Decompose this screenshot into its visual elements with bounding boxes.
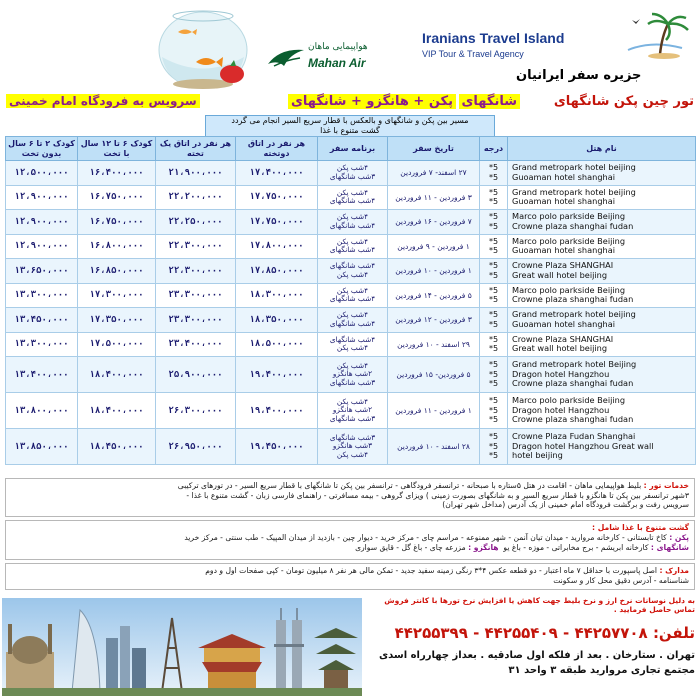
cell-hotel bbox=[508, 308, 696, 333]
cell-program-line: ۳شب شانگهای bbox=[329, 377, 376, 387]
cell-hotel-line: Crowne plaza shanghai fudan bbox=[512, 294, 634, 305]
cell-stars-line: 5* bbox=[488, 415, 499, 425]
cell-program-line: ۴شب پکن bbox=[336, 343, 369, 353]
cell-program-line: ۴شب پکن bbox=[336, 187, 369, 197]
cell-price-child-nobed: ۱۳،۸۵۰،۰۰۰ bbox=[6, 429, 78, 465]
cell-stars-line: 5* bbox=[488, 396, 499, 406]
cell-price-double: ۱۷،۸۵۰،۰۰۰ bbox=[236, 259, 318, 284]
table-row bbox=[6, 185, 696, 210]
cell-stars-line: 5* bbox=[488, 261, 499, 271]
cell-hotel bbox=[508, 161, 696, 186]
address bbox=[379, 648, 695, 678]
table-row bbox=[6, 210, 696, 235]
table-row bbox=[6, 283, 696, 308]
header-program: برنامه سفر bbox=[318, 137, 388, 161]
table-row bbox=[6, 308, 696, 333]
tour-route: پکن شانگهای bbox=[553, 94, 639, 109]
cell-price-child-nobed: ۱۳،۴۰۰،۰۰۰ bbox=[6, 357, 78, 393]
cell-program-line: ۴شب شانگهای bbox=[329, 334, 376, 344]
cell-price-double: ۱۷،۷۵۰،۰۰۰ bbox=[236, 210, 318, 235]
cell-price-child-nobed: ۱۲،۵۰۰،۰۰۰ bbox=[6, 161, 78, 186]
cell-price-child-nobed: ۱۳،۴۵۰،۰۰۰ bbox=[6, 308, 78, 333]
cell-program-line: ۴شب پکن bbox=[336, 396, 369, 406]
table-row bbox=[6, 332, 696, 357]
table-body bbox=[6, 161, 696, 465]
cell-stars bbox=[480, 357, 508, 393]
cell-stars bbox=[480, 210, 508, 235]
cell-price-child-bed: ۱۶،۷۵۰،۰۰۰ bbox=[78, 185, 156, 210]
cell-price-double: ۱۹،۴۵۰،۰۰۰ bbox=[236, 429, 318, 465]
cell-stars-line: 5* bbox=[488, 295, 499, 305]
cell-stars bbox=[480, 161, 508, 186]
cell-hotel-line: Marco polo parkside Beijing bbox=[512, 284, 626, 295]
agency-logo bbox=[412, 16, 692, 76]
cell-program-line: ۴شب پکن bbox=[336, 269, 369, 279]
cell-stars-line: 5* bbox=[488, 270, 499, 280]
cell-hotel-line: Crowne plaza shanghai fudan bbox=[512, 220, 634, 231]
fishbowl-illustration bbox=[148, 2, 258, 92]
cell-stars-line: 5* bbox=[488, 285, 499, 295]
cell-program-line: ۴شب پکن bbox=[336, 360, 369, 370]
cell-stars bbox=[480, 393, 508, 429]
tour-meal-info: گشت متنوع با غذا bbox=[320, 126, 380, 135]
beijing-text: کاخ تابستانی - کارخانه مروارید - میدان تیان آنمن - شهر ممنوعه - مراسم چای - مرکز خرید - دیوار چین - بازدید از میدان المپیک - طب سنتی - مرکز خرید bbox=[184, 533, 667, 542]
cell-price-double: ۱۷،۸۰۰،۰۰۰ bbox=[236, 234, 318, 259]
cell-price-single: ۲۳،۳۰۰،۰۰۰ bbox=[156, 283, 236, 308]
cell-date: ۲۹ اسفند - ۱۰ فروردین bbox=[388, 332, 480, 357]
cell-hotel-line: Grand metropark hotel beijing bbox=[512, 309, 636, 320]
cell-program bbox=[318, 210, 388, 235]
cell-price-single: ۲۵،۹۰۰،۰۰۰ bbox=[156, 357, 236, 393]
services-label: خدمات تور : bbox=[643, 481, 689, 490]
cell-program bbox=[318, 357, 388, 393]
hangzhou-text: مزرعه چای - باغ گل - قایق سواری bbox=[355, 543, 466, 552]
cell-stars-line: 5* bbox=[488, 432, 499, 442]
price-change-note: به دلیل نوسانات نرخ ارز و نرخ بلیط جهت کاهش یا افزایش نرخ تورها با کانتر فروش تماس حاصل فرمایید . bbox=[384, 596, 695, 614]
cell-price-child-bed: ۱۶،۸۰۰،۰۰۰ bbox=[78, 234, 156, 259]
cell-price-child-bed: ۱۷،۳۰۰،۰۰۰ bbox=[78, 283, 156, 308]
shanghai-text: کارخانه ابریشم - برج مخابراتی - موزه - باغ یو bbox=[503, 543, 649, 552]
cell-price-single: ۲۶،۳۰۰،۰۰۰ bbox=[156, 393, 236, 429]
services-line-2: ۳شهر ترانسفر بین پکن تا هانگزو با قطار سریع السیر و به شانگهای بصورت زمینی ) ویزای گروهی - بیمه مسافرتی - راهنمای فارسی زبان - گشت متنوع با غذا - bbox=[186, 490, 689, 500]
cell-price-child-bed: ۱۸،۴۵۰،۰۰۰ bbox=[78, 429, 156, 465]
sightseeing-label: گشت متنوع با غذا شامل : bbox=[592, 523, 689, 532]
cell-program-line: ۴شب پکن bbox=[336, 285, 369, 295]
cell-stars-line: 5* bbox=[488, 344, 499, 354]
documents-text-1: اصل پاسپورت با حداقل ۷ ماه اعتبار - دو قطعه عکس ۴*۳ رنگی زمینه سفید جدید - تمکن مالی هر نفر ۸ میلیون تومان - کپی صفحات اول و دوم bbox=[205, 566, 658, 575]
cell-price-double: ۱۹،۴۰۰،۰۰۰ bbox=[236, 393, 318, 429]
cell-stars bbox=[480, 429, 508, 465]
cell-date: ۷ فروردین - ۱۶ فروردین bbox=[388, 210, 480, 235]
cell-hotel-line: Marco polo parkside Beijing bbox=[512, 211, 626, 222]
cell-stars-line: 5* bbox=[488, 236, 499, 246]
cell-stars bbox=[480, 185, 508, 210]
cell-program-line: ۴شب شانگهای bbox=[329, 294, 376, 304]
cell-stars-line: 5* bbox=[488, 441, 499, 451]
cell-program-line: ۳شب شانگهای bbox=[329, 432, 376, 442]
cell-price-child-nobed: ۱۳،۳۰۰،۰۰۰ bbox=[6, 283, 78, 308]
tour-services bbox=[5, 478, 695, 517]
header-child-nobed: کودک ۲ تا ۶ سال بدون تخت bbox=[6, 137, 78, 161]
address-line-2: مجتمع تجاری مروارید طبقه ۳ واحد ۳۱ bbox=[508, 665, 695, 676]
airport-service-banner: سرویس به فرودگاه امام خمینی bbox=[6, 94, 200, 108]
tour-dest-shanghai: شانگهای bbox=[459, 94, 521, 109]
cell-date: ۵ فروردین - ۱۴ فروردین bbox=[388, 283, 480, 308]
mahan-air-bird-icon bbox=[266, 44, 306, 70]
cell-date: ۵ فروردین- ۱۵ فروردین bbox=[388, 357, 480, 393]
cell-program bbox=[318, 185, 388, 210]
cell-program-line: ۲شب هانگزو bbox=[332, 369, 373, 379]
table-row bbox=[6, 393, 696, 429]
cell-price-child-nobed: ۱۳،۳۰۰،۰۰۰ bbox=[6, 332, 78, 357]
header-date: تاریخ سفر bbox=[388, 137, 480, 161]
agency-name: Iranians Travel Island bbox=[422, 30, 565, 46]
tour-title-bar bbox=[6, 94, 696, 112]
cell-stars-line: 5* bbox=[488, 310, 499, 320]
cell-price-single: ۲۲،۳۰۰،۰۰۰ bbox=[156, 234, 236, 259]
cell-hotel-line: Marco polo parkside Beijing bbox=[512, 395, 626, 406]
cell-date: ۲۷ اسفند- ۷ فروردین bbox=[388, 161, 480, 186]
cell-stars bbox=[480, 259, 508, 284]
cell-stars-line: 5* bbox=[488, 369, 499, 379]
table-row bbox=[6, 259, 696, 284]
cell-hotel-line: Grand metropark hotel beijing bbox=[512, 186, 636, 197]
agency-tagline: VIP Tour & Travel Agency bbox=[422, 49, 524, 59]
cell-price-child-bed: ۱۶،۷۵۰،۰۰۰ bbox=[78, 210, 156, 235]
cell-price-child-nobed: ۱۲،۹۰۰،۰۰۰ bbox=[6, 210, 78, 235]
table-row bbox=[6, 234, 696, 259]
documents-line-2: شناسنامه - آدرس دقیق محل کار و سکونت bbox=[553, 576, 689, 585]
agency-name-fa: جزیره سفر ایرانیان bbox=[516, 68, 642, 83]
cell-hotel-line: Great wall hotel beijing bbox=[512, 343, 608, 354]
phone-label: تلفن: bbox=[652, 624, 695, 642]
cell-price-child-bed: ۱۷،۵۰۰،۰۰۰ bbox=[78, 332, 156, 357]
cell-program bbox=[318, 393, 388, 429]
cell-price-child-nobed: ۱۲،۹۰۰،۰۰۰ bbox=[6, 234, 78, 259]
cell-price-double: ۱۹،۴۰۰،۰۰۰ bbox=[236, 357, 318, 393]
documents-line-1 bbox=[11, 566, 689, 576]
services-text-1: بلیط هواپیمایی ماهان - اقامت در هتل ۵ستاره با صبحانه - ترانسفر فرودگاهی - ترانسفر بین پکن تا شانگهای با قطار سریع السیر - در تورهای ترکیبی bbox=[177, 481, 642, 490]
sightseeing-section bbox=[5, 520, 695, 560]
cell-date: ۳ فروردین - ۱۲ فروردین bbox=[388, 308, 480, 333]
header-single: هر نفر در اتاق یک تخته bbox=[156, 137, 236, 161]
cell-price-single: ۲۲،۲۵۰،۰۰۰ bbox=[156, 210, 236, 235]
cell-price-single: ۲۲،۲۰۰،۰۰۰ bbox=[156, 185, 236, 210]
cell-program-line: ۳شب شانگهای bbox=[329, 171, 376, 181]
price-table bbox=[5, 136, 696, 465]
cell-price-child-nobed: ۱۳،۸۰۰،۰۰۰ bbox=[6, 393, 78, 429]
cell-stars-line: 5* bbox=[488, 212, 499, 222]
tour-dest-combined: پکن + هانگزو + شانگهای bbox=[288, 94, 456, 109]
cell-stars-line: 5* bbox=[488, 451, 499, 461]
cell-price-child-bed: ۱۶،۴۰۰،۰۰۰ bbox=[78, 161, 156, 186]
cell-date: ۱ فروردین - ۹ فروردین bbox=[388, 234, 480, 259]
cell-stars-line: 5* bbox=[488, 163, 499, 173]
cell-hotel bbox=[508, 259, 696, 284]
cell-program bbox=[318, 234, 388, 259]
hangzhou-label: هانگزو : bbox=[468, 543, 499, 552]
cell-program-line: ۴شب پکن bbox=[336, 236, 369, 246]
palm-island-icon bbox=[622, 10, 692, 70]
header-double: هر نفر در اتاق دوتخته bbox=[236, 137, 318, 161]
cell-price-child-bed: ۱۸،۴۰۰،۰۰۰ bbox=[78, 393, 156, 429]
cell-program-line: ۴شب شانگهای bbox=[329, 261, 376, 271]
cell-stars-line: 5* bbox=[488, 221, 499, 231]
tour-label: تور چین bbox=[642, 94, 694, 109]
phone-list: ۴۴۲۵۷۷۰۸ - ۴۴۲۵۵۴۰۹ - ۴۴۲۵۵۳۹۹ bbox=[394, 624, 648, 642]
phone-numbers bbox=[395, 624, 695, 642]
cell-hotel-line: Guoaman hotel shanghai bbox=[512, 245, 616, 256]
cell-price-single: ۲۳،۳۰۰،۰۰۰ bbox=[156, 308, 236, 333]
cell-program-line: ۴شب شانگهای bbox=[329, 196, 376, 206]
address-line-1: تهران . ستارخان . بعد از فلکه اول صادقیه . بعداز چهارراه اسدی bbox=[378, 650, 695, 661]
cell-hotel bbox=[508, 283, 696, 308]
cell-program-line: ۴شب شانگهای bbox=[329, 220, 376, 230]
cell-price-child-nobed: ۱۲،۹۰۰،۰۰۰ bbox=[6, 185, 78, 210]
cell-program-line: ۴شب پکن bbox=[336, 163, 369, 173]
cell-hotel-line: Grand metropark hotel beijing bbox=[512, 162, 636, 173]
cell-price-double: ۱۸،۳۵۰،۰۰۰ bbox=[236, 308, 318, 333]
cell-hotel bbox=[508, 210, 696, 235]
cell-program bbox=[318, 259, 388, 284]
cell-price-single: ۲۳،۴۰۰،۰۰۰ bbox=[156, 332, 236, 357]
header bbox=[0, 0, 700, 96]
cell-hotel-line: Dragon hotel Hangzhou bbox=[512, 368, 610, 379]
beijing-label: پکن : bbox=[669, 533, 689, 542]
cell-date: ۱ فروردین - ۱۱ فروردین bbox=[388, 393, 480, 429]
cell-price-child-bed: ۱۶،۸۵۰،۰۰۰ bbox=[78, 259, 156, 284]
cell-stars-line: 5* bbox=[488, 197, 499, 207]
cell-program bbox=[318, 308, 388, 333]
documents-label: مدارک : bbox=[659, 566, 689, 575]
cell-stars-line: 5* bbox=[488, 334, 499, 344]
cell-hotel-line: Crowne Plaza SHANGHAI bbox=[512, 260, 614, 271]
services-line-3: سرویس رفت و برگشت فرودگاه امام خمینی از یک آدرس (مداخل شهر تهران) bbox=[442, 500, 689, 509]
cell-program bbox=[318, 161, 388, 186]
cell-stars bbox=[480, 234, 508, 259]
contact-section bbox=[370, 596, 695, 700]
cell-stars bbox=[480, 308, 508, 333]
cell-stars-line: 5* bbox=[488, 405, 499, 415]
cell-hotel-line: Crowne plaza shanghai fudan bbox=[512, 378, 634, 389]
cell-hotel-line: Crowne plaza shanghai fudan bbox=[512, 414, 634, 425]
cell-stars-line: 5* bbox=[488, 172, 499, 182]
sightseeing-shanghai-hangzhou bbox=[11, 543, 689, 553]
cell-program-line: ۴شب پکن bbox=[336, 449, 369, 459]
cell-price-single: ۲۱،۹۰۰،۰۰۰ bbox=[156, 161, 236, 186]
header-hotel: نام هتل bbox=[508, 137, 696, 161]
route-info-bar bbox=[205, 115, 495, 137]
cell-program bbox=[318, 332, 388, 357]
cell-hotel bbox=[508, 234, 696, 259]
cell-date: ۲۸ اسفند - ۱۰ فروردین bbox=[388, 429, 480, 465]
required-documents bbox=[5, 563, 695, 590]
cell-price-child-nobed: ۱۳،۶۵۰،۰۰۰ bbox=[6, 259, 78, 284]
tour-title bbox=[554, 94, 694, 109]
cell-program-line: ۳شب هانگزو bbox=[332, 441, 373, 451]
cell-program-line: ۴شب شانگهای bbox=[329, 318, 376, 328]
cell-hotel-line: hotel beijing bbox=[512, 450, 563, 461]
cell-hotel-line: Crowne Plaza SHANGHAI bbox=[512, 333, 614, 344]
cell-hotel-line: Guoaman hotel shanghai bbox=[512, 196, 616, 207]
header-child-bed: کودک ۶ تا ۱۲ سال با تخت bbox=[78, 137, 156, 161]
cell-hotel-line: Marco polo parkside Beijing bbox=[512, 235, 626, 246]
cell-stars-line: 5* bbox=[488, 360, 499, 370]
cell-hotel bbox=[508, 185, 696, 210]
airline-logo bbox=[266, 42, 376, 76]
cell-hotel-line: Dragon hotel Hangzhou Great wall bbox=[512, 440, 654, 451]
cell-hotel-line: Crowne Plaza Fudan Shanghai bbox=[512, 431, 636, 442]
cell-hotel-line: Dragon hotel Hangzhou bbox=[512, 404, 610, 415]
cell-stars-line: 5* bbox=[488, 379, 499, 389]
shanghai-label: شانگهای : bbox=[650, 543, 689, 552]
cell-hotel-line: Grand metropark hotel Beijing bbox=[512, 359, 637, 370]
cell-hotel-line: Great wall hotel beijing bbox=[512, 269, 608, 280]
table-row bbox=[6, 161, 696, 186]
airline-name-fa: هواپیمایی ماهان bbox=[308, 42, 368, 52]
landmarks-collage-image bbox=[2, 598, 362, 696]
cell-stars-line: 5* bbox=[488, 187, 499, 197]
cell-stars-line: 5* bbox=[488, 246, 499, 256]
cell-price-child-bed: ۱۸،۴۰۰،۰۰۰ bbox=[78, 357, 156, 393]
table-header-row bbox=[6, 137, 696, 161]
cell-stars-line: 5* bbox=[488, 319, 499, 329]
cell-date: ۳ فروردین - ۱۱ فروردین bbox=[388, 185, 480, 210]
route-info-line: مسیر بین پکن و شانگهای و بالعکس با قطار سریع السیر انجام می گردد bbox=[231, 116, 469, 125]
cell-hotel-line: Guoaman hotel shanghai bbox=[512, 171, 616, 182]
services-line-1 bbox=[11, 481, 689, 491]
cell-hotel bbox=[508, 357, 696, 393]
cell-hotel-line: Guoaman hotel shanghai bbox=[512, 318, 616, 329]
table-row bbox=[6, 357, 696, 393]
cell-hotel bbox=[508, 332, 696, 357]
cell-hotel bbox=[508, 429, 696, 465]
cell-program-line: ۴شب شانگهای bbox=[329, 245, 376, 255]
cell-stars bbox=[480, 283, 508, 308]
airline-name-en: Mahan Air bbox=[308, 56, 366, 70]
header-stars: درجه bbox=[480, 137, 508, 161]
sightseeing-beijing bbox=[11, 533, 689, 543]
cell-price-single: ۲۶،۹۵۰،۰۰۰ bbox=[156, 429, 236, 465]
cell-program-line: ۳شب شانگهای bbox=[329, 413, 376, 423]
cell-price-child-bed: ۱۷،۳۵۰،۰۰۰ bbox=[78, 308, 156, 333]
cell-program bbox=[318, 429, 388, 465]
cell-program-line: ۴شب پکن bbox=[336, 310, 369, 320]
cell-price-double: ۱۷،۷۵۰،۰۰۰ bbox=[236, 185, 318, 210]
cell-price-double: ۱۷،۴۰۰،۰۰۰ bbox=[236, 161, 318, 186]
cell-program-line: ۲شب هانگزو bbox=[332, 405, 373, 415]
cell-price-double: ۱۸،۳۰۰،۰۰۰ bbox=[236, 283, 318, 308]
cell-price-single: ۲۲،۳۰۰،۰۰۰ bbox=[156, 259, 236, 284]
table-row bbox=[6, 429, 696, 465]
cell-hotel bbox=[508, 393, 696, 429]
cell-stars bbox=[480, 332, 508, 357]
cell-program-line: ۴شب پکن bbox=[336, 212, 369, 222]
cell-price-double: ۱۸،۵۰۰،۰۰۰ bbox=[236, 332, 318, 357]
cell-date: ۱ فروردین - ۱۰ فروردین bbox=[388, 259, 480, 284]
cell-program bbox=[318, 283, 388, 308]
